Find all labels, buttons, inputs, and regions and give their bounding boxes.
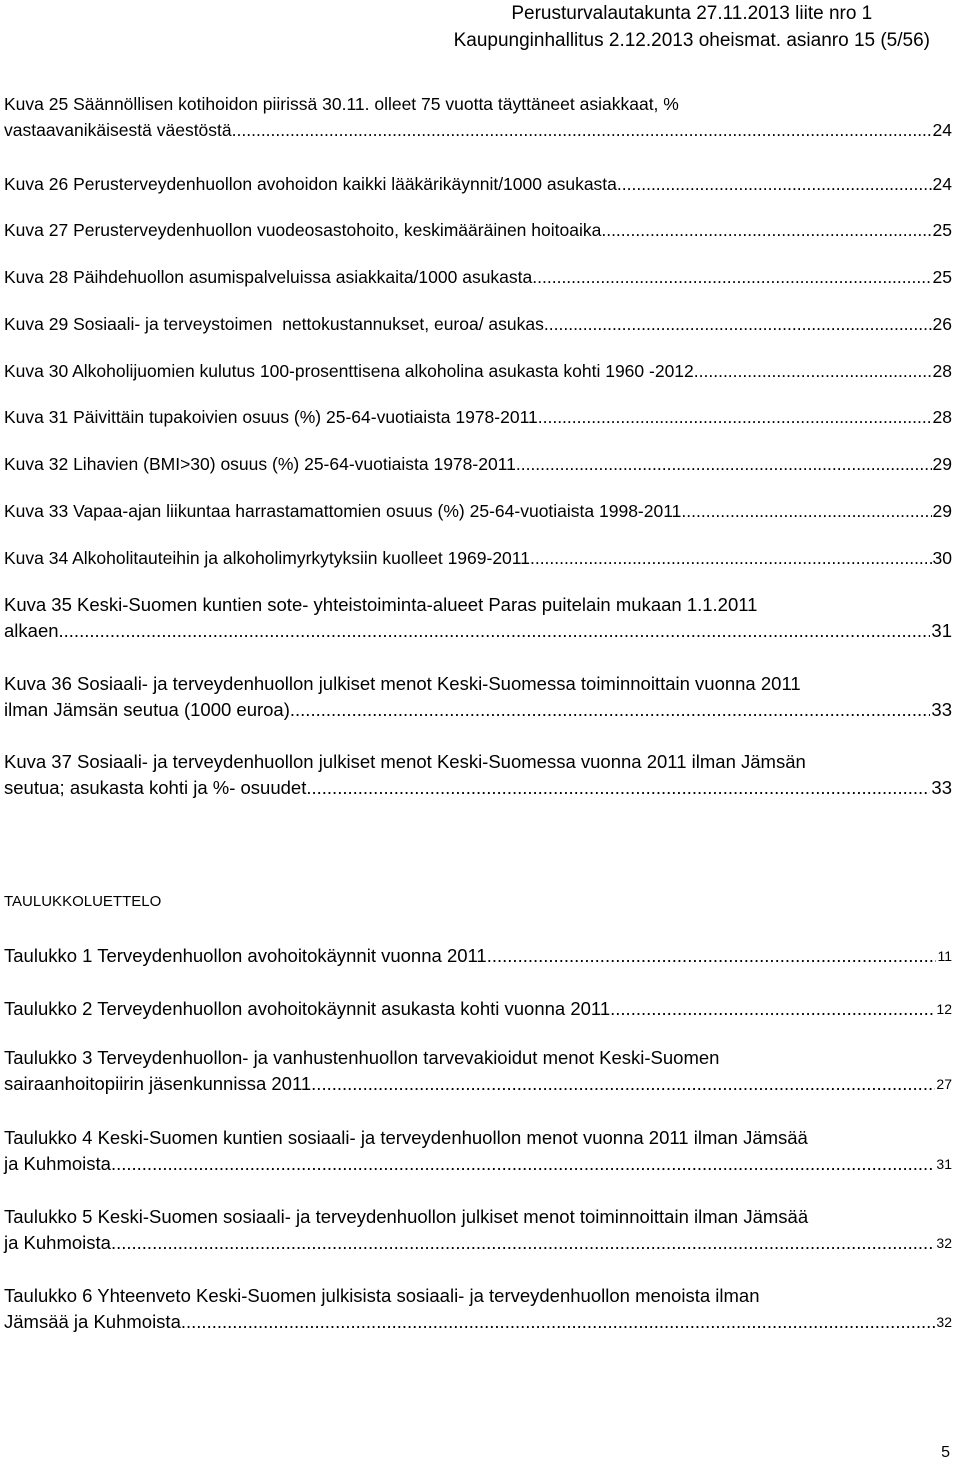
entry-title: Taulukko 2 Terveydenhuollon avohoitokäynnit asukasta kohti vuonna 2011 bbox=[4, 998, 611, 1019]
entry-title: Kuva 34 Alkoholitauteihin ja alkoholimyrkytyksiin kuolleet 1969-2011 bbox=[4, 548, 530, 568]
table-entry-5[interactable] bbox=[4, 1204, 952, 1256]
figure-entry-33[interactable] bbox=[4, 498, 952, 524]
entry-title: Kuva 31 Päivittäin tupakoivien osuus (%) 25-64-vuotiaista 1978-2011 bbox=[4, 407, 538, 427]
entry-page: 25 bbox=[932, 267, 952, 287]
entry-title: Kuva 35 Keski-Suomen kuntien sote- yhteistoiminta-alueet Paras puitelain mukaan 1.1.2011 bbox=[4, 594, 758, 615]
entry-page: 24 bbox=[932, 174, 952, 194]
entry-title: Kuva 25 Säännöllisen kotihoidon piirissä 30.11. olleet 75 vuotta täyttäneet asiakkaat, % bbox=[4, 94, 679, 114]
entry-page: 31 bbox=[936, 1156, 952, 1172]
entry-page: 11 bbox=[937, 948, 952, 964]
entry-page: 29 bbox=[932, 454, 952, 474]
table-entry-4[interactable] bbox=[4, 1125, 952, 1177]
entry-title-cont: seutua; asukasta kohti ja %- osuudet bbox=[4, 777, 307, 798]
figure-entry-36[interactable] bbox=[4, 671, 952, 723]
entry-title: Kuva 32 Lihavien (BMI>30) osuus (%) 25-64-vuotiaista 1978-2011 bbox=[4, 454, 516, 474]
entry-title: Taulukko 1 Terveydenhuollon avohoitokäynnit vuonna 2011 bbox=[4, 945, 487, 966]
figure-entry-28[interactable] bbox=[4, 264, 952, 290]
figure-entry-32[interactable] bbox=[4, 451, 952, 477]
figure-entry-37[interactable] bbox=[4, 749, 952, 801]
entry-title-cont: Jämsää ja Kuhmoista bbox=[4, 1311, 181, 1332]
entry-page: 29 bbox=[932, 501, 952, 521]
page-header bbox=[454, 0, 930, 54]
figure-entry-27[interactable] bbox=[4, 217, 952, 243]
entry-page: 33 bbox=[931, 777, 952, 798]
tables-heading: TAULUKKOLUETTELO bbox=[4, 893, 162, 910]
figure-entry-30[interactable] bbox=[4, 358, 952, 384]
figure-entry-35[interactable] bbox=[4, 592, 952, 644]
entry-page: 24 bbox=[932, 120, 952, 140]
entry-title-cont: sairaanhoitopiirin jäsenkunnissa 2011 bbox=[4, 1073, 312, 1094]
header-line-1: Perusturvalautakunta 27.11.2013 liite nro 1 bbox=[511, 3, 873, 24]
entry-title: Taulukko 3 Terveydenhuollon- ja vanhustenhuollon tarvevakioidut menot Keski-Suomen bbox=[4, 1047, 720, 1068]
entry-title-cont: alkaen bbox=[4, 620, 59, 641]
figure-entry-26[interactable] bbox=[4, 171, 952, 197]
entry-title-cont: vastaavanikäisestä väestöstä bbox=[4, 120, 232, 140]
figure-entry-29[interactable] bbox=[4, 311, 952, 337]
entry-title: Kuva 26 Perusterveydenhuollon avohoidon kaikki lääkärikäynnit/1000 asukasta bbox=[4, 174, 617, 194]
entry-title-cont: ja Kuhmoista bbox=[4, 1232, 111, 1253]
entry-title: Kuva 28 Päihdehuollon asumispalveluissa asiakkaita/1000 asukasta bbox=[4, 267, 533, 287]
entry-page: 32 bbox=[936, 1314, 952, 1330]
entry-page: 12 bbox=[936, 1001, 952, 1017]
entry-title-cont: ilman Jämsän seutua (1000 euroa) bbox=[4, 699, 290, 720]
entry-page: 32 bbox=[936, 1235, 952, 1251]
figure-entry-31[interactable] bbox=[4, 404, 952, 430]
table-entry-3[interactable] bbox=[4, 1045, 952, 1097]
entry-title: Taulukko 5 Keski-Suomen sosiaali- ja terveydenhuollon julkiset menot toiminnoittain ilman Jämsää bbox=[4, 1206, 809, 1227]
entry-title: Kuva 33 Vapaa-ajan liikuntaa harrastamattomien osuus (%) 25-64-vuotiaista 1998-2011 bbox=[4, 501, 682, 521]
header-line-2: Kaupunginhallitus 2.12.2013 oheismat. asianro 15 (5/56) bbox=[453, 30, 930, 51]
figure-entry-34[interactable] bbox=[4, 545, 952, 571]
entry-title: Kuva 27 Perusterveydenhuollon vuodeosastohoito, keskimääräinen hoitoaika bbox=[4, 220, 602, 240]
entry-page: 30 bbox=[932, 548, 952, 568]
page-number: 5 bbox=[941, 1444, 950, 1461]
entry-page: 28 bbox=[932, 407, 952, 427]
entry-page: 26 bbox=[932, 314, 952, 334]
entry-page: 25 bbox=[932, 220, 952, 240]
figure-entry-25[interactable] bbox=[4, 91, 952, 143]
entry-title: Kuva 29 Sosiaali- ja terveystoimen nettokustannukset, euroa/ asukas bbox=[4, 314, 544, 334]
entry-title: Kuva 30 Alkoholijuomien kulutus 100-prosenttisena alkoholina asukasta kohti 1960 -2012 bbox=[4, 361, 694, 381]
entry-page: 31 bbox=[931, 620, 952, 641]
entry-title: Taulukko 6 Yhteenveto Keski-Suomen julkisista sosiaali- ja terveydenhuollon menoista ilman bbox=[4, 1285, 760, 1306]
table-entry-1[interactable] bbox=[4, 943, 952, 969]
entry-title-cont: ja Kuhmoista bbox=[4, 1153, 111, 1174]
entry-page: 33 bbox=[931, 699, 952, 720]
entry-title: Kuva 36 Sosiaali- ja terveydenhuollon julkiset menot Keski-Suomessa toiminnoittain vuonna 2011 bbox=[4, 673, 801, 694]
entry-page: 28 bbox=[932, 361, 952, 381]
table-entry-2[interactable] bbox=[4, 996, 952, 1022]
entry-title: Taulukko 4 Keski-Suomen kuntien sosiaali- ja terveydenhuollon menot vuonna 2011 ilman Jämsää bbox=[4, 1127, 808, 1148]
entry-title: Kuva 37 Sosiaali- ja terveydenhuollon julkiset menot Keski-Suomessa vuonna 2011 ilman Jämsän bbox=[4, 751, 806, 772]
table-entry-6[interactable] bbox=[4, 1283, 952, 1335]
entry-page: 27 bbox=[936, 1076, 952, 1092]
